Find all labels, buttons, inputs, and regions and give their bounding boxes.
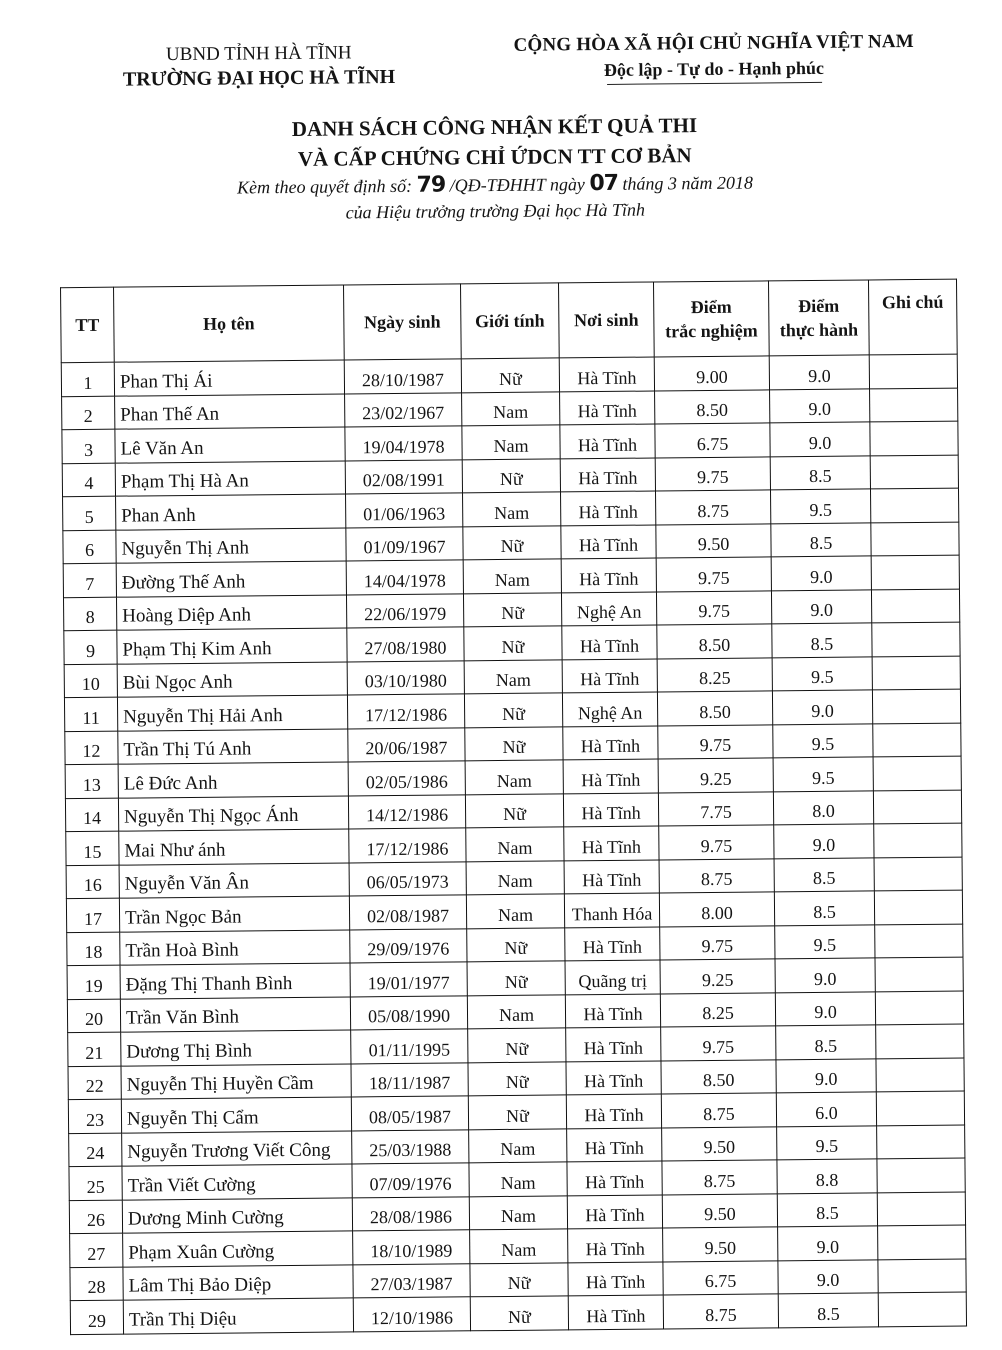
cell-tt: 23 [68,1099,121,1133]
cell-birthplace: Hà Tĩnh [567,1161,662,1195]
cell-practice-score: 8.5 [772,623,872,657]
cell-practice-score: 8.5 [774,857,874,891]
cell-practice-score: 8.5 [770,455,870,489]
cell-name: Nguyễn Thị Ngọc Ánh [118,795,348,831]
cell-gender: Nam [467,994,565,1028]
col-header-birthplace: Nơi sinh [558,282,654,358]
cell-theory-score: 9.75 [660,925,775,960]
document-title [174,109,815,227]
cell-gender: Nam [465,760,563,794]
cell-dob: 25/03/1988 [352,1129,469,1164]
cell-practice-score: 9.0 [771,556,871,590]
cell-name: Dương Minh Cường [122,1197,352,1233]
col-header-theory [653,281,769,357]
cell-gender: Nam [466,860,564,894]
cell-note [874,857,962,891]
title-line-2: VÀ CẤP CHỨNG CHỈ ỨDCN TT CƠ BẢN [297,143,692,171]
cell-theory-score: 9.25 [660,959,775,994]
cell-dob: 28/08/1986 [352,1196,469,1231]
cell-birthplace: Hà Tĩnh [567,1194,662,1228]
cell-theory-score: 9.75 [661,1026,776,1061]
cell-note [875,991,963,1025]
results-table-wrap [60,279,966,1335]
col-header-practice-line2: thực hành [779,319,859,341]
cell-tt: 8 [63,597,116,631]
cell-name: Nguyễn Trương Viết Công [122,1130,352,1166]
cell-name: Nguyễn Thị Hải Anh [117,695,347,731]
cell-practice-score: 8.5 [774,891,874,925]
cell-dob: 19/01/1977 [350,962,467,997]
cell-practice-score: 9.5 [777,1125,877,1159]
cell-dob: 20/06/1987 [348,727,465,762]
cell-tt: 14 [65,798,118,832]
cell-gender: Nữ [468,1028,566,1062]
cell-practice-score: 9.5 [772,656,872,690]
cell-tt: 16 [66,865,119,899]
cell-theory-score: 8.25 [657,657,772,692]
cell-birthplace: Hà Tĩnh [564,826,659,860]
cell-gender: Nữ [467,927,565,961]
cell-dob: 05/08/1990 [350,995,467,1030]
cell-birthplace: Hà Tĩnh [567,1127,662,1161]
cell-name: Nguyễn Thị Anh [116,527,346,563]
cell-tt: 6 [63,530,116,564]
cell-theory-score: 9.50 [662,1126,777,1161]
cell-gender: Nữ [464,693,562,727]
cell-practice-score: 9.0 [775,991,875,1025]
cell-practice-score: 8.5 [778,1293,878,1327]
cell-name: Bùi Ngọc Anh [117,661,347,697]
cell-note [872,689,960,723]
cell-tt: 17 [66,898,119,932]
cell-dob: 18/10/1989 [353,1230,470,1265]
cell-dob: 02/08/1987 [349,895,466,930]
cell-theory-score: 9.75 [656,557,771,592]
cell-gender: Nam [462,425,560,459]
cell-name: Phạm Xuân Cường [123,1231,353,1267]
cell-tt: 12 [65,731,118,765]
cell-theory-score: 8.50 [657,624,772,659]
cell-theory-score: 8.75 [659,858,774,893]
cell-dob: 27/03/1987 [353,1263,470,1298]
cell-practice-score: 6.0 [776,1092,876,1126]
cell-gender: Nam [464,659,562,693]
cell-practice-score: 8.5 [771,522,871,556]
cell-theory-score: 8.75 [656,490,771,525]
cell-gender: Nữ [461,358,559,392]
cell-birthplace: Hà Tĩnh [560,391,655,425]
cell-gender: Nữ [470,1296,568,1330]
cell-name: Trần Viết Cường [122,1164,352,1200]
cell-practice-score: 9.0 [778,1259,878,1293]
col-header-practice [768,280,869,356]
cell-tt: 13 [65,764,118,798]
cell-tt: 11 [64,697,117,731]
cell-gender: Nữ [463,525,561,559]
cell-theory-score: 8.50 [655,389,770,424]
issuer-university: TRƯỜNG ĐẠI HỌC HÀ TĨNH [122,65,396,91]
cell-gender: Nữ [465,793,563,827]
cell-theory-score: 9.00 [654,356,769,391]
cell-name: Lê Đức Anh [118,762,348,798]
cell-theory-score: 8.75 [661,1093,776,1128]
cell-practice-score: 9.0 [771,589,871,623]
cell-name: Dương Thị Bình [121,1030,351,1066]
cell-practice-score: 9.0 [770,388,870,422]
cell-name: Phan Thị Ái [114,360,344,396]
cell-theory-score: 9.75 [655,456,770,491]
cell-gender: Nam [462,391,560,425]
cell-theory-score: 6.75 [663,1260,778,1295]
cell-gender: Nam [469,1162,567,1196]
cell-dob: 06/05/1973 [349,861,466,896]
cell-practice-score: 9.0 [770,422,870,456]
cell-note [877,1158,965,1192]
cell-note [870,388,958,422]
cell-dob: 07/09/1976 [352,1163,469,1198]
cell-note [871,555,959,589]
cell-note [878,1259,966,1293]
cell-birthplace: Hà Tĩnh [563,725,658,759]
cell-name: Đường Thế Anh [116,561,346,597]
cell-note [875,924,963,958]
cell-practice-score: 9.0 [772,690,872,724]
cell-gender: Nữ [462,458,560,492]
cell-birthplace: Nghệ An [562,692,657,726]
cell-gender: Nữ [470,1262,568,1296]
cell-tt: 4 [62,463,115,497]
cell-theory-score: 9.25 [658,758,773,793]
cell-dob: 18/11/1987 [351,1062,468,1097]
cell-note [875,957,963,991]
cell-note [878,1225,966,1259]
cell-gender: Nữ [464,626,562,660]
cell-birthplace: Hà Tĩnh [562,658,657,692]
cell-note [871,522,959,556]
cell-practice-score: 9.5 [775,924,875,958]
cell-dob: 14/04/1978 [346,560,463,595]
cell-tt: 2 [62,396,115,430]
cell-note [869,354,957,388]
cell-tt: 20 [67,999,120,1033]
cell-dob: 01/09/1967 [346,526,463,561]
cell-birthplace: Hà Tĩnh [560,457,655,491]
cell-practice-score: 9.0 [769,355,869,389]
cell-birthplace: Hà Tĩnh [566,1060,661,1094]
cell-gender: Nam [466,827,564,861]
cell-name: Nguyễn Thị Huyền Cầm [121,1063,351,1099]
cell-tt: 18 [67,932,120,966]
cell-theory-score: 9.50 [663,1227,778,1262]
cell-gender: Nam [463,559,561,593]
cell-tt: 28 [70,1267,123,1301]
cell-name: Trần Thị Tú Anh [118,728,348,764]
table-header-row [61,279,958,363]
cell-note [872,622,960,656]
col-header-theory-line2: trắc nghiệm [665,320,758,342]
cell-tt: 21 [68,1032,121,1066]
cell-name: Nguyễn Văn Ân [119,862,349,898]
cell-tt: 27 [70,1233,123,1267]
cell-dob: 02/05/1986 [348,761,465,796]
cell-birthplace: Hà Tĩnh [564,859,659,893]
cell-tt: 26 [69,1200,122,1234]
cell-theory-score: 8.50 [657,691,772,726]
cell-dob: 01/11/1995 [351,1029,468,1064]
cell-name: Phan Thế An [115,393,345,429]
issuer-authority: UBND TỈNH HÀ TĨNH [165,42,352,66]
table-row [70,1292,966,1334]
cell-gender: Nữ [463,592,561,626]
cell-name: Trần Hoà Bình [120,929,350,965]
cell-tt: 3 [62,429,115,463]
cell-theory-score: 9.50 [662,1193,777,1228]
cell-gender: Nữ [468,1095,566,1129]
cell-name: Nguyễn Thị Cẩm [121,1097,351,1133]
col-header-tt: TT [61,287,115,363]
cell-practice-score: 9.0 [774,824,874,858]
cell-theory-score: 8.25 [660,992,775,1027]
cell-practice-score: 8.5 [777,1192,877,1226]
cell-birthplace: Hà Tĩnh [560,424,655,458]
cell-theory-score: 9.50 [656,523,771,558]
cell-gender: Nam [466,894,564,928]
cell-note [878,1292,966,1326]
col-header-gender: Giới tính [461,283,560,359]
cell-theory-score: 8.75 [663,1294,778,1329]
decision-day: 07 [589,170,619,197]
cell-birthplace: Nghệ An [561,591,656,625]
cell-practice-score: 9.0 [775,958,875,992]
cell-name: Trần Ngọc Bản [119,896,349,932]
cell-note [873,756,961,790]
cell-practice-score: 9.5 [773,723,873,757]
cell-gender: Nữ [465,726,563,760]
cell-dob: 02/08/1991 [345,459,462,494]
cell-name: Hoàng Diệp Anh [116,594,346,630]
cell-tt: 10 [64,664,117,698]
cell-dob: 14/12/1986 [348,794,465,829]
col-header-dob: Ngày sinh [344,284,462,360]
cell-dob: 01/06/1963 [346,493,463,528]
cell-note [873,790,961,824]
cell-dob: 22/06/1979 [346,593,463,628]
cell-note [870,421,958,455]
cell-note [877,1125,965,1159]
cell-dob: 03/10/1980 [347,660,464,695]
cell-dob: 28/10/1987 [344,359,461,394]
cell-theory-score: 9.75 [656,590,771,625]
cell-gender: Nam [469,1128,567,1162]
cell-tt: 15 [66,831,119,865]
cell-theory-score: 7.75 [658,791,773,826]
cell-tt: 9 [64,630,117,664]
decision-number: 79 [416,172,446,198]
cell-dob: 17/12/1986 [347,694,464,729]
cell-practice-score: 9.5 [773,757,873,791]
cell-name: Phan Anh [116,494,346,530]
cell-birthplace: Hà Tĩnh [568,1228,663,1262]
cell-dob: 17/12/1986 [349,828,466,863]
col-header-name: Họ tên [114,285,345,362]
cell-theory-score: 9.75 [658,724,773,759]
cell-dob: 19/04/1978 [345,426,462,461]
cell-note [874,823,962,857]
national-name: CỘNG HÒA XÃ HỘI CHỦ NGHĨA VIỆT NAM [513,30,915,56]
cell-birthplace: Hà Tĩnh [565,926,660,960]
cell-note [873,723,961,757]
decision-prefix: Kèm theo quyết định số: [237,175,417,198]
cell-tt: 1 [61,362,114,396]
cell-note [870,455,958,489]
cell-tt: 25 [69,1166,122,1200]
cell-dob: 23/02/1967 [345,392,462,427]
table-body [61,354,966,1334]
cell-birthplace: Hà Tĩnh [561,524,656,558]
cell-note [876,1091,964,1125]
cell-birthplace: Thanh Hóa [564,893,659,927]
cell-practice-score: 8.0 [773,790,873,824]
col-header-practice-line1: Điểm [798,295,840,317]
cell-tt: 22 [68,1066,121,1100]
cell-note [876,1024,964,1058]
cell-practice-score: 9.0 [776,1058,876,1092]
cell-tt: 7 [63,563,116,597]
cell-dob: 08/05/1987 [351,1096,468,1131]
cell-birthplace: Hà Tĩnh [562,625,657,659]
cell-birthplace: Hà Tĩnh [568,1295,663,1329]
cell-note [877,1192,965,1226]
issuer-header [94,41,424,92]
cell-gender: Nữ [468,1061,566,1095]
cell-theory-score: 6.75 [655,423,770,458]
cell-tt: 29 [70,1300,123,1334]
cell-gender: Nam [469,1195,567,1229]
cell-note [874,890,962,924]
cell-dob: 29/09/1976 [350,928,467,963]
cell-practice-score: 9.0 [778,1226,878,1260]
col-header-note: Ghi chú [868,279,957,355]
cell-theory-score: 8.75 [662,1160,777,1195]
cell-gender: Nam [470,1229,568,1263]
cell-gender: Nữ [467,961,565,995]
national-header [474,30,954,87]
cell-birthplace: Hà Tĩnh [568,1261,663,1295]
cell-practice-score: 8.8 [777,1159,877,1193]
cell-name: Lâm Thị Bảo Diệp [123,1264,353,1300]
cell-birthplace: Hà Tĩnh [563,792,658,826]
cell-dob: 27/08/1980 [347,627,464,662]
cell-birthplace: Hà Tĩnh [561,491,656,525]
cell-note [872,656,960,690]
cell-birthplace: Hà Tĩnh [559,357,654,391]
cell-name: Mai Như ánh [119,829,349,865]
cell-note [876,1058,964,1092]
cell-dob: 12/10/1986 [353,1297,470,1332]
cell-birthplace: Hà Tĩnh [561,558,656,592]
cell-note [870,488,958,522]
cell-practice-score: 8.5 [776,1025,876,1059]
results-table [60,279,967,1335]
cell-theory-score: 8.50 [661,1059,776,1094]
decision-suffix: tháng 3 năm 2018 [617,172,754,194]
cell-name: Trần Thị Diệu [123,1298,353,1334]
cell-theory-score: 8.00 [659,892,774,927]
col-header-theory-line1: Điểm [690,296,732,318]
cell-theory-score: 9.75 [659,825,774,860]
title-line-1: DANH SÁCH CÔNG NHẬN KẾT QUẢ THI [291,113,698,141]
cell-tt: 19 [67,965,120,999]
cell-gender: Nam [463,492,561,526]
cell-birthplace: Quãng trị [565,960,660,994]
decision-issuer: của Hiệu trưởng trường Đại học Hà Tĩnh [345,199,646,223]
cell-birthplace: Hà Tĩnh [563,759,658,793]
cell-name: Trần Văn Bình [120,996,350,1032]
national-motto: Độc lập - Tự do - Hạnh phúc [603,57,825,80]
cell-name: Lê Văn An [115,427,345,463]
cell-name: Phạm Thị Kim Anh [117,628,347,664]
cell-birthplace: Hà Tĩnh [566,1094,661,1128]
decision-middle: /QĐ-TĐHHT ngày [445,174,590,196]
cell-birthplace: Hà Tĩnh [565,993,660,1027]
cell-tt: 24 [69,1133,122,1167]
cell-birthplace: Hà Tĩnh [566,1027,661,1061]
cell-name: Đặng Thị Thanh Bình [120,963,350,999]
cell-note [871,589,959,623]
cell-practice-score: 9.5 [770,489,870,523]
cell-name: Phạm Thị Hà An [115,460,345,496]
cell-tt: 5 [63,496,116,530]
